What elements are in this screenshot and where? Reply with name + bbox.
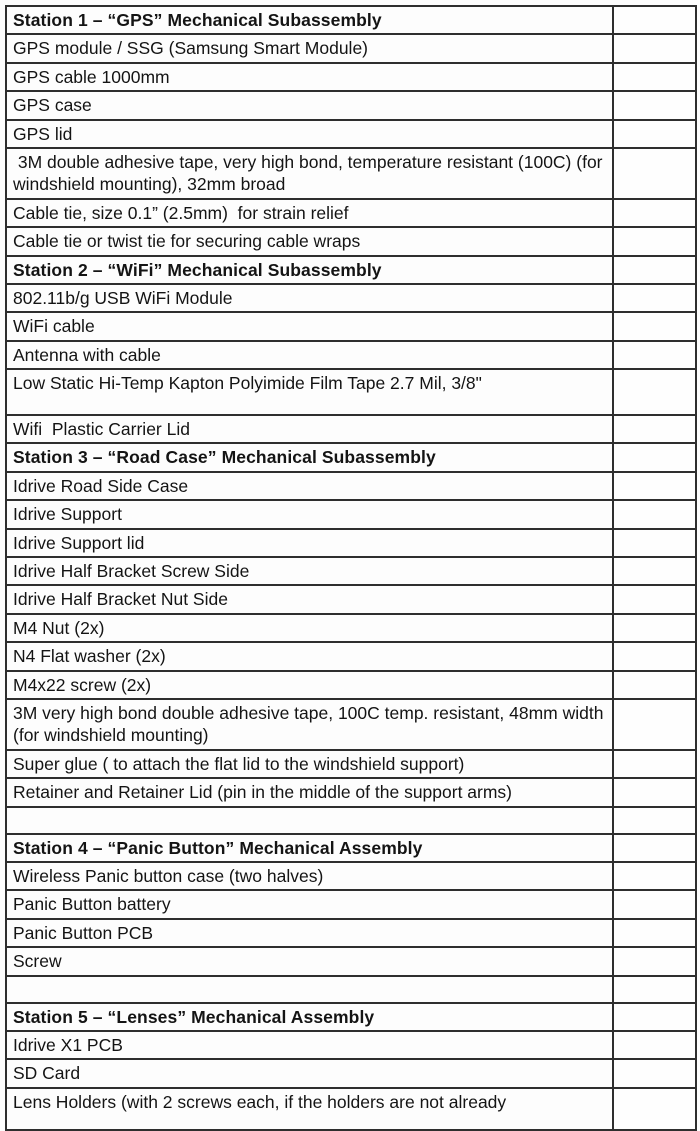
item-label-cell: 3M very high bond double adhesive tape, 100C temp. resistant, 48mm width (for windshield mounting): [6, 699, 613, 750]
check-cell: [613, 1088, 696, 1130]
check-cell: [613, 369, 696, 415]
check-cell: [613, 890, 696, 918]
table-row: [6, 750, 696, 778]
table-row: [6, 919, 696, 947]
item-label-cell: WiFi cable: [6, 312, 613, 340]
scanned-document-page: [0, 5, 700, 1112]
item-label-cell: Idrive Road Side Case: [6, 472, 613, 500]
check-cell: [613, 227, 696, 255]
section-header-row: [6, 6, 696, 34]
table-row: [6, 369, 696, 415]
empty-row: [6, 976, 696, 1003]
parts-checklist-body: [6, 6, 696, 1130]
table-row: [6, 699, 696, 750]
check-cell: [613, 557, 696, 585]
table-row: [6, 557, 696, 585]
check-cell: [613, 472, 696, 500]
item-label-cell: Cable tie or twist tie for securing cable wraps: [6, 227, 613, 255]
check-cell: [613, 312, 696, 340]
item-label-cell: 3M double adhesive tape, very high bond, temperature resistant (100C) (for windshield mounting), 32mm broad: [6, 148, 613, 199]
check-cell: [613, 699, 696, 750]
table-row: [6, 120, 696, 148]
item-label-cell: Retainer and Retainer Lid (pin in the middle of the support arms): [6, 778, 613, 806]
table-row: [6, 1059, 696, 1087]
item-label-cell: Cable tie, size 0.1” (2.5mm) for strain relief: [6, 199, 613, 227]
table-row: [6, 778, 696, 806]
table-row: [6, 472, 696, 500]
check-cell: [613, 976, 696, 1003]
item-label-cell: Wireless Panic button case (two halves): [6, 862, 613, 890]
check-cell: [613, 585, 696, 613]
table-row: [6, 63, 696, 91]
item-label-cell: Low Static Hi-Temp Kapton Polyimide Film Tape 2.7 Mil, 3/8": [6, 369, 613, 415]
item-label-cell: GPS lid: [6, 120, 613, 148]
check-cell: [613, 6, 696, 34]
item-label-cell: Idrive Half Bracket Nut Side: [6, 585, 613, 613]
item-label-cell: GPS case: [6, 91, 613, 119]
section-header-row: [6, 1003, 696, 1031]
item-label-cell: Idrive Support: [6, 500, 613, 528]
item-label-cell: 802.11b/g USB WiFi Module: [6, 284, 613, 312]
check-cell: [613, 443, 696, 471]
check-cell: [613, 807, 696, 834]
check-cell: [613, 256, 696, 284]
item-label-cell: Panic Button PCB: [6, 919, 613, 947]
table-row: [6, 227, 696, 255]
table-row: [6, 312, 696, 340]
check-cell: [613, 284, 696, 312]
table-row: [6, 890, 696, 918]
check-cell: [613, 1059, 696, 1087]
table-row: [6, 585, 696, 613]
check-cell: [613, 947, 696, 975]
table-row: [6, 415, 696, 443]
section-header-cell: Station 2 – “WiFi” Mechanical Subassembly: [6, 256, 613, 284]
section-header-row: [6, 834, 696, 862]
item-label-cell: Wifi Plastic Carrier Lid: [6, 415, 613, 443]
item-label-cell: Lens Holders (with 2 screws each, if the holders are not already: [6, 1088, 613, 1130]
check-cell: [613, 34, 696, 62]
check-cell: [613, 341, 696, 369]
item-label-cell: Antenna with cable: [6, 341, 613, 369]
table-row: [6, 148, 696, 199]
check-cell: [613, 63, 696, 91]
table-row: [6, 500, 696, 528]
item-label-cell: SD Card: [6, 1059, 613, 1087]
table-row: [6, 529, 696, 557]
table-row: [6, 671, 696, 699]
check-cell: [613, 120, 696, 148]
check-cell: [613, 614, 696, 642]
item-label-cell: M4 Nut (2x): [6, 614, 613, 642]
table-row: [6, 284, 696, 312]
check-cell: [613, 500, 696, 528]
item-label-cell: N4 Flat washer (2x): [6, 642, 613, 670]
item-label-cell: Idrive Half Bracket Screw Side: [6, 557, 613, 585]
section-header-row: [6, 443, 696, 471]
table-row: [6, 1088, 696, 1130]
check-cell: [613, 529, 696, 557]
check-cell: [613, 778, 696, 806]
item-label-cell: M4x22 screw (2x): [6, 671, 613, 699]
check-cell: [613, 1031, 696, 1059]
check-cell: [613, 199, 696, 227]
empty-row: [6, 807, 696, 834]
table-row: [6, 341, 696, 369]
section-header-cell: Station 5 – “Lenses” Mechanical Assembly: [6, 1003, 613, 1031]
check-cell: [613, 834, 696, 862]
item-label-cell: Idrive Support lid: [6, 529, 613, 557]
table-row: [6, 862, 696, 890]
table-row: [6, 34, 696, 62]
table-row: [6, 947, 696, 975]
table-row: [6, 614, 696, 642]
table-row: [6, 642, 696, 670]
item-label-cell: Panic Button battery: [6, 890, 613, 918]
item-label-cell: GPS module / SSG (Samsung Smart Module): [6, 34, 613, 62]
item-label-cell: Super glue ( to attach the flat lid to the windshield support): [6, 750, 613, 778]
parts-checklist-table: [5, 5, 697, 1131]
item-label-cell: Screw: [6, 947, 613, 975]
item-label-cell: [6, 976, 613, 1003]
check-cell: [613, 862, 696, 890]
check-cell: [613, 919, 696, 947]
check-cell: [613, 1003, 696, 1031]
table-row: [6, 199, 696, 227]
item-label-cell: GPS cable 1000mm: [6, 63, 613, 91]
check-cell: [613, 148, 696, 199]
table-row: [6, 1031, 696, 1059]
item-label-cell: Idrive X1 PCB: [6, 1031, 613, 1059]
section-header-cell: Station 1 – “GPS” Mechanical Subassembly: [6, 6, 613, 34]
check-cell: [613, 750, 696, 778]
table-row: [6, 91, 696, 119]
section-header-cell: Station 3 – “Road Case” Mechanical Subassembly: [6, 443, 613, 471]
check-cell: [613, 415, 696, 443]
section-header-row: [6, 256, 696, 284]
section-header-cell: Station 4 – “Panic Button” Mechanical Assembly: [6, 834, 613, 862]
check-cell: [613, 642, 696, 670]
check-cell: [613, 91, 696, 119]
check-cell: [613, 671, 696, 699]
item-label-cell: [6, 807, 613, 834]
